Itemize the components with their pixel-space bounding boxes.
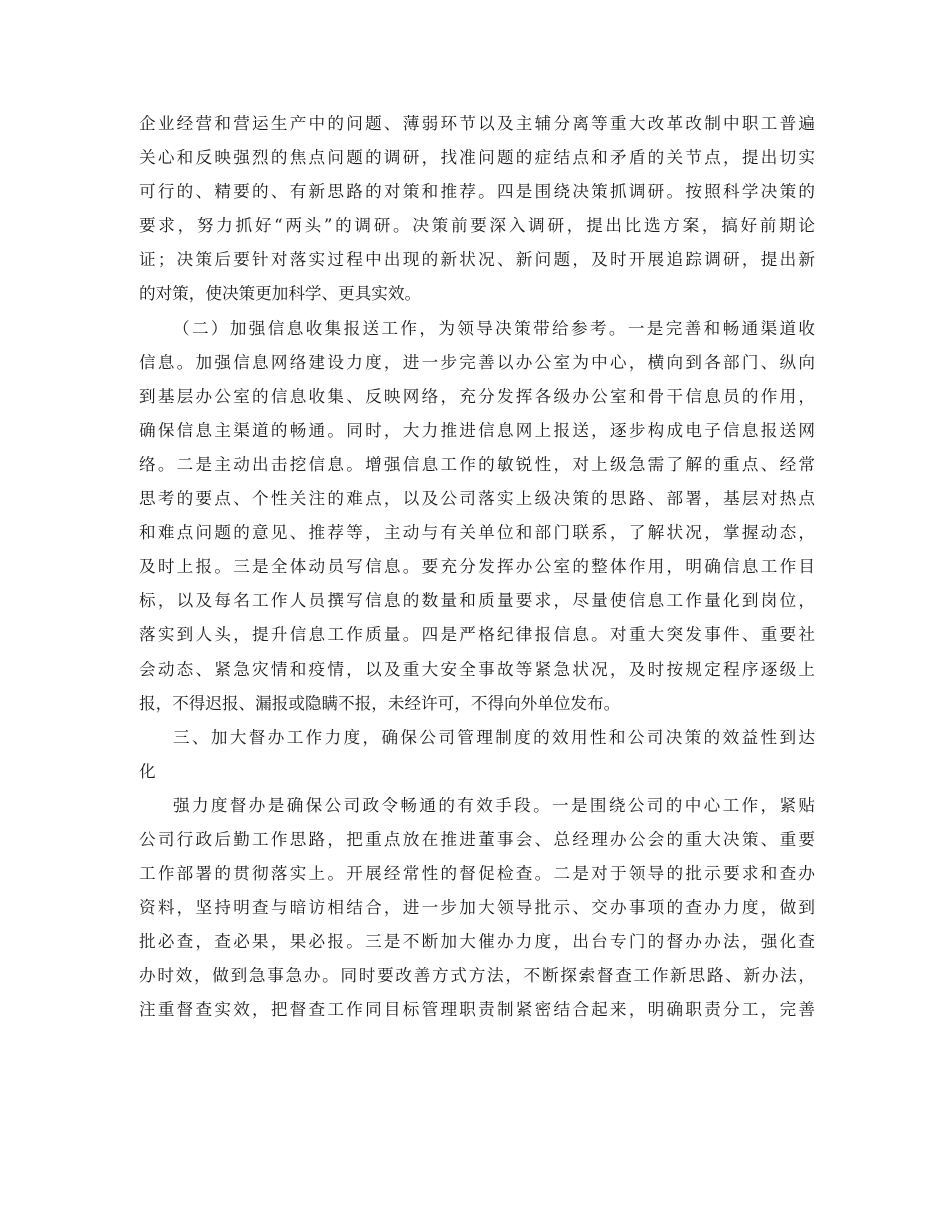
text-line: 络。二是主动出击挖信息。增强信息工作的敏锐性，对上级急需了解的重点、经常 (139, 454, 815, 474)
heading-line: 三、加大督办工作力度，确保公司管理制度的效用性和公司决策的效益性到达 (173, 727, 815, 747)
paragraph-research-continued (139, 107, 815, 312)
paragraph-supervision (139, 789, 815, 1028)
text-line: 证；决策后要针对落实过程中出现的新状况、新问题，及时开展追踪调研，提出新 (139, 250, 815, 270)
document-body (139, 107, 815, 1028)
text-line: 确保信息主渠道的畅通。同时，大力推进信息网上报送，逐步构成电子信息报送网 (139, 420, 815, 440)
text-line: 批必查，查必果，果必报。三是不断加大催办力度，出台专门的督办办法，强化查 (139, 932, 815, 952)
text-line: 要求，努力抓好“两头”的调研。决策前要深入调研，提出比选方案，搞好前期论 (139, 216, 815, 236)
text-line: 信息。加强信息网络建设力度，进一步完善以办公室为中心，横向到各部门、纵向 (139, 352, 815, 372)
text-line: 及时上报。三是全体动员写信息。要充分发挥办公室的整体作用，明确信息工作目 (139, 557, 815, 577)
paragraph-information-reporting (139, 312, 815, 721)
section-heading-supervision (139, 721, 815, 789)
text-line: 公司行政后勤工作思路，把重点放在推进董事会、总经理办公会的重大决策、重要 (139, 829, 815, 849)
text-line: 和难点问题的意见、推荐等，主动与有关单位和部门联系，了解状况，掌握动态， (139, 523, 815, 543)
heading-line: 化 (139, 761, 156, 781)
text-line: 关心和反映强烈的焦点问题的调研，找准问题的症结点和矛盾的关节点，提出切实 (139, 148, 815, 168)
text-line: （二）加强信息收集报送工作，为领导决策带给参考。一是完善和畅通渠道收 (173, 318, 815, 338)
text-line: 资料，坚持明查与暗访相结合，进一步加大领导批示、交办事项的查办力度，做到 (139, 898, 815, 918)
text-line: 工作部署的贯彻落实上。开展经常性的督促检查。二是对于领导的批示要求和查办 (139, 864, 815, 884)
text-line: 思考的要点、个性关注的难点，以及公司落实上级决策的思路、部署，基层对热点 (139, 489, 815, 509)
text-line: 到基层办公室的信息收集、反映网络，充分发挥各级办公室和骨干信息员的作用， (139, 386, 815, 406)
text-line: 强力度督办是确保公司政令畅通的有效手段。一是围绕公司的中心工作，紧贴 (173, 795, 815, 815)
text-line: 报，不得迟报、漏报或隐瞒不报，未经许可，不得向外单位发布。 (139, 693, 621, 713)
text-line: 注重督查实效，把督查工作同目标管理职责制紧密结合起来，明确职责分工，完善 (139, 1000, 815, 1020)
text-line: 标，以及每名工作人员撰写信息的数量和质量要求，尽量使信息工作量化到岗位， (139, 591, 815, 611)
text-line: 可行的、精要的、有新思路的对策和推荐。四是围绕决策抓调研。按照科学决策的 (139, 182, 815, 202)
text-line: 办时效，做到急事急办。同时要改善方式方法，不断探索督查工作新思路、新办法， (139, 966, 815, 986)
text-line: 会动态、紧急灾情和疫情，以及重大安全事故等紧急状况，及时按规定程序逐级上 (139, 659, 815, 679)
text-line: 的对策，使决策更加科学、更具实效。 (139, 284, 422, 304)
text-line: 企业经营和营运生产中的问题、薄弱环节以及主辅分离等重大改革改制中职工普遍 (139, 114, 815, 133)
text-line: 落实到人头，提升信息工作质量。四是严格纪律报信息。对重大突发事件、重要社 (139, 625, 815, 645)
